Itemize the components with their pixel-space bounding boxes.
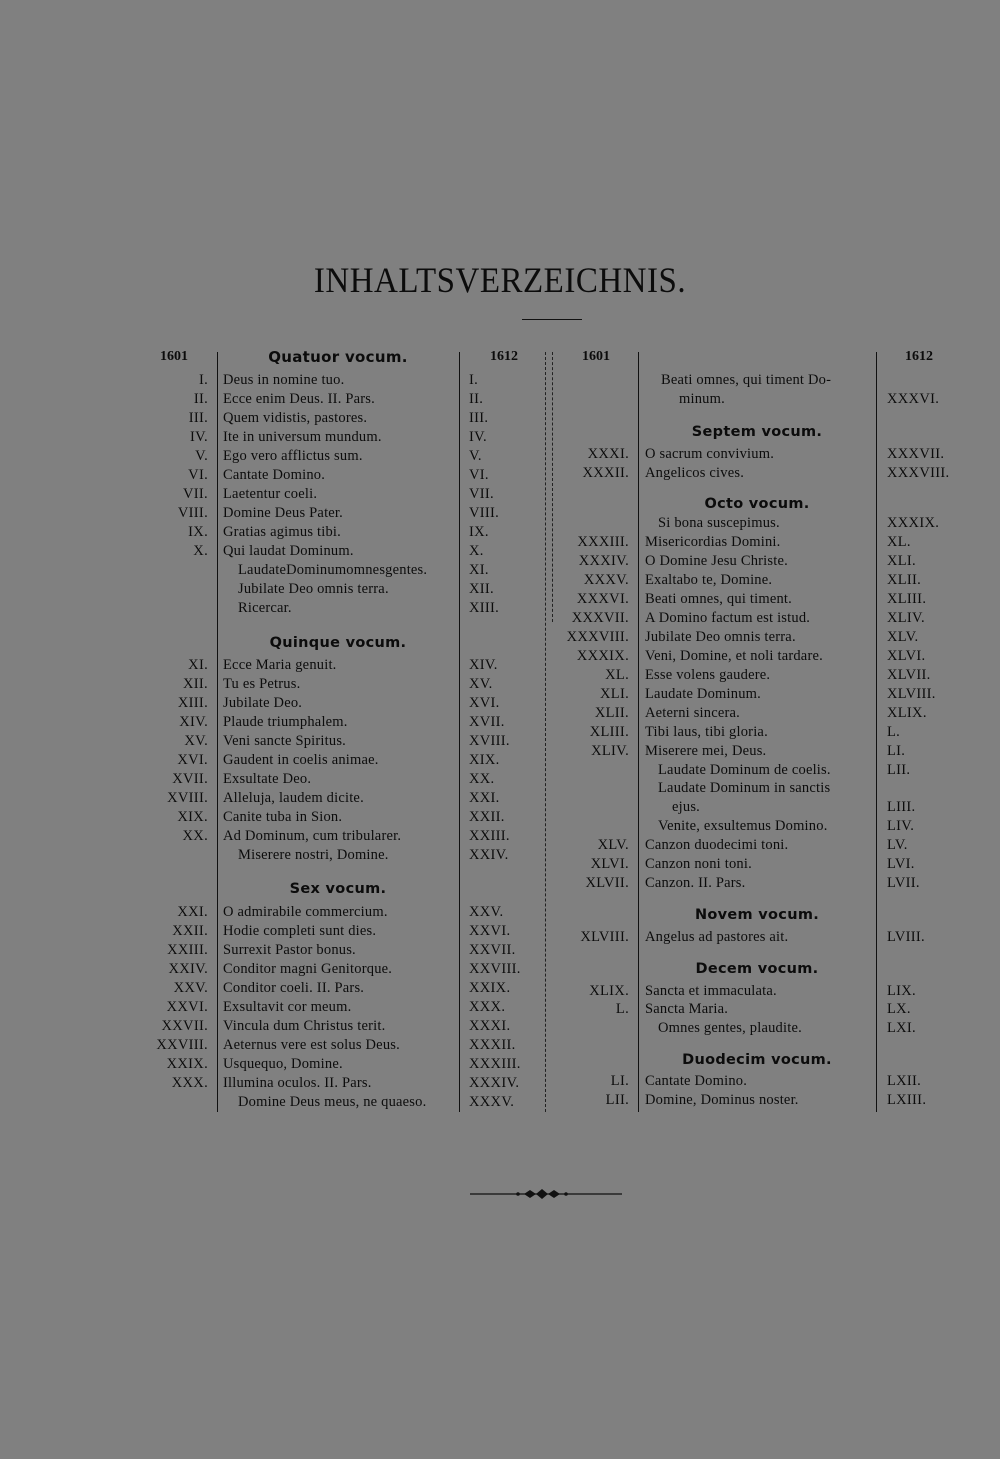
entry-title: Cantate Domino. (645, 1073, 748, 1089)
list-item (0, 390, 1000, 409)
entry-title: Venite, exsultemus Domino. (658, 818, 828, 834)
entry-number-1601: XLIII. (589, 724, 629, 740)
entry-number-1601: XXXVIII. (566, 629, 629, 645)
entry-number-1601: I. (198, 372, 208, 388)
entry-number-1612: XXXII. (469, 1037, 516, 1053)
list-item (0, 647, 1000, 666)
list-item (0, 742, 1000, 761)
list-item (0, 571, 1000, 590)
entry-number-1612: IX. (469, 524, 489, 540)
entry-number-1601: XXI. (177, 904, 208, 920)
entry-number-1612: XXVIII. (469, 961, 521, 977)
list-item (0, 817, 1000, 836)
entry-title: Misericordias Domini. (645, 534, 781, 550)
entry-number-1612: XXIII. (469, 828, 510, 844)
entry-number-1601: X. (193, 543, 208, 559)
entry-number-1612: XLVI. (887, 648, 926, 664)
section-heading-novem: Novem vocum. (694, 907, 820, 923)
entry-title: Aeternus vere est solus Deus. (223, 1037, 400, 1053)
entry-number-1601: L. (615, 1001, 629, 1017)
entry-number-1601: XXVII. (161, 1018, 208, 1034)
entry-title: Canite tuba in Sion. (223, 809, 343, 825)
entry-title: Tibi laus, tibi gloria. (645, 724, 768, 740)
entry-number-1601: XIII. (177, 695, 208, 711)
entry-number-1612: LI. (887, 743, 906, 759)
entry-number-1612: XXVI. (469, 923, 511, 939)
entry-title: Omnes gentes, plaudite. (658, 1020, 802, 1036)
entry-number-1601: XVII. (172, 771, 208, 787)
entry-number-1601: XLVII. (585, 875, 629, 891)
entry-title: Laudate Dominum. (645, 686, 761, 702)
entry-title: Ricercar. (238, 600, 292, 616)
entry-title: A Domino factum est istud. (645, 610, 811, 626)
entry-title: Laetentur coeli. (223, 486, 318, 502)
entry-number-1601: XXVIII. (156, 1037, 208, 1053)
entry-number-1612: LXIII. (887, 1092, 927, 1108)
entry-number-1612: LXII. (887, 1073, 922, 1089)
list-item (0, 1091, 1000, 1110)
entry-number-1612: XVII. (469, 714, 505, 730)
entry-title: Hodie completi sunt dies. (223, 923, 377, 939)
entry-number-1601: XV. (184, 733, 208, 749)
entry-title: Aeterni sincera. (645, 705, 740, 721)
entry-title: Exsultavit cor meum. (223, 999, 352, 1015)
entry-number-1612: XVI. (469, 695, 500, 711)
entry-number-1601: XXIX. (166, 1056, 208, 1072)
list-item (0, 514, 1000, 533)
list-item (0, 855, 1000, 874)
entry-number-1612: XIV. (469, 657, 498, 673)
entry-number-1601: XXII. (172, 923, 208, 939)
entry-number-1612: XXXV. (469, 1094, 515, 1110)
entry-number-1612: II. (469, 391, 484, 407)
entry-number-1612: XI. (469, 562, 489, 578)
entry-number-1612: XVIII. (469, 733, 510, 749)
list-item (0, 552, 1000, 571)
entry-number-1612: XXI. (469, 790, 500, 806)
entry-title: Gratias agimus tibi. (223, 524, 341, 540)
entry-title: ejus. (672, 799, 700, 815)
entry-title: Gaudent in coelis animae. (223, 752, 379, 768)
list-item (0, 590, 1000, 609)
list-item (0, 628, 1000, 647)
section-heading-septem: Septem vocum. (691, 424, 823, 440)
entry-number-1612: LIV. (887, 818, 915, 834)
list-item (0, 533, 1000, 552)
entry-title: Laudate Dominum de coelis. (658, 762, 831, 778)
entry-title: Ad Dominum, cum tribularer. (223, 828, 402, 844)
section-heading-quinque: Quinque vocum. (269, 635, 407, 651)
entry-number-1612: XLIII. (887, 591, 927, 607)
entry-title: Miserere nostri, Domine. (238, 847, 389, 863)
entry-number-1601: XIV. (179, 714, 208, 730)
entry-number-1612: LVI. (887, 856, 915, 872)
entry-title: Ecce Maria genuit. (223, 657, 337, 673)
entry-number-1612: XXV. (469, 904, 504, 920)
list-item (0, 685, 1000, 704)
list-item (0, 928, 1000, 947)
entry-title: Domine Deus Pater. (223, 505, 343, 521)
entry-number-1601: III. (188, 410, 208, 426)
entry-number-1612: III. (469, 410, 489, 426)
entry-number-1601: XLVI. (590, 856, 629, 872)
entry-number-1612: XXX. (469, 999, 506, 1015)
entry-number-1612: VIII. (469, 505, 500, 521)
entry-title: Quem vidistis, pastores. (223, 410, 368, 426)
entry-number-1612: XLVIII. (887, 686, 936, 702)
entry-number-1612: XXXIII. (469, 1056, 521, 1072)
entry-number-1612: XLII. (887, 572, 922, 588)
entry-number-1601: XLII. (594, 705, 629, 721)
entry-number-1612: XLIV. (887, 610, 925, 626)
entry-number-1601: XXXIII. (577, 534, 629, 550)
entry-number-1601: XLIX. (589, 983, 629, 999)
entry-title: O sacrum convivium. (645, 446, 775, 462)
entry-number-1601: IV. (190, 429, 208, 445)
list-item (0, 609, 1000, 628)
entry-number-1612: LIII. (887, 799, 916, 815)
entry-number-1601: XLV. (597, 837, 629, 853)
entry-number-1601: IX. (188, 524, 208, 540)
entry-number-1601: XXXII. (582, 465, 629, 481)
entry-title: Esse volens gaudere. (645, 667, 771, 683)
entry-number-1612: XL. (887, 534, 911, 550)
entry-number-1601: XXXVII. (571, 610, 629, 626)
entry-number-1612: LXI. (887, 1020, 916, 1036)
entry-title: Illumina oculos. II. Pars. (223, 1075, 372, 1091)
list-item (0, 761, 1000, 780)
entry-title: Exsultate Deo. (223, 771, 312, 787)
entry-number-1612: XLVII. (887, 667, 931, 683)
entry-number-1612: V. (469, 448, 482, 464)
entry-number-1601: XLI. (600, 686, 629, 702)
entry-number-1612: IV. (469, 429, 487, 445)
entry-number-1601: XVIII. (167, 790, 208, 806)
entry-number-1612: X. (469, 543, 484, 559)
section-heading-octo: Octo vocum. (704, 496, 810, 512)
entry-number-1601: VIII. (177, 505, 208, 521)
entry-title: O admirabile commercium. (223, 904, 388, 920)
entry-number-1612: XXXVI. (887, 391, 940, 407)
entry-number-1612: LV. (887, 837, 908, 853)
title-rule (522, 319, 582, 320)
entry-number-1612: XX. (469, 771, 495, 787)
entry-title: Deus in nomine tuo. (223, 372, 345, 388)
entry-title: Jubilate Deo omnis terra. (238, 581, 389, 597)
entry-number-1601: VI. (188, 467, 208, 483)
entry-title: Usquequo, Domine. (223, 1056, 343, 1072)
entry-number-1612: XXIX. (469, 980, 511, 996)
entry-number-1601: LII. (605, 1092, 629, 1108)
entry-number-1601: II. (193, 391, 208, 407)
entry-number-1612: VI. (469, 467, 489, 483)
entry-number-1612: XXIV. (469, 847, 509, 863)
list-item (0, 982, 1000, 1001)
section-heading-decem: Decem vocum. (695, 961, 819, 977)
entry-number-1612: L. (887, 724, 901, 740)
ornament-divider-icon (470, 1186, 622, 1202)
entry-title: Laudate Dominum in sanctis (658, 780, 831, 796)
entry-number-1612: XXII. (469, 809, 505, 825)
entry-number-1612: XLIX. (887, 705, 927, 721)
entry-title: Canzon. II. Pars. (645, 875, 746, 891)
entry-number-1601: XI. (188, 657, 208, 673)
entry-number-1612: XXXIV. (469, 1075, 520, 1091)
entry-number-1612: XXXI. (469, 1018, 511, 1034)
entry-title: Ite in universum mundum. (223, 429, 382, 445)
entry-title: O Domine Jesu Christe. (645, 553, 788, 569)
entry-number-1601: XXXIX. (576, 648, 629, 664)
entry-number-1612: LII. (887, 762, 911, 778)
entry-title: LaudateDominumomnesgentes. (238, 562, 428, 578)
entry-number-1601: XII. (183, 676, 208, 692)
section-heading-quatuor: Quatuor vocum. (268, 348, 408, 366)
entry-number-1601: XIX. (177, 809, 208, 825)
entry-title: Beati omnes, qui timent Do- (661, 372, 832, 388)
entry-title: Qui laudat Dominum. (223, 543, 354, 559)
entry-number-1612: LIX. (887, 983, 916, 999)
entry-number-1601: XL. (605, 667, 629, 683)
entry-number-1601: XXXV. (583, 572, 629, 588)
entry-number-1612: XII. (469, 581, 494, 597)
entry-title: Canzon noni toni. (645, 856, 752, 872)
entry-title: Ecce enim Deus. II. Pars. (223, 391, 375, 407)
list-item (0, 666, 1000, 685)
list-item (0, 779, 1000, 798)
entry-number-1612: I. (469, 372, 479, 388)
entry-title: Angelicos cives. (645, 465, 745, 481)
year-header-right-1612: 1612 (905, 349, 933, 364)
entry-number-1601: XXXI. (587, 446, 629, 462)
entry-title: Domine Deus meus, ne quaeso. (238, 1094, 427, 1110)
entry-title: Sancta et immaculata. (645, 983, 777, 999)
entry-number-1612: XXXVIII. (887, 465, 950, 481)
entry-number-1601: XXVI. (166, 999, 208, 1015)
entry-number-1612: XXXVII. (887, 446, 945, 462)
entry-number-1612: VII. (469, 486, 494, 502)
entry-title: Canzon duodecimi toni. (645, 837, 789, 853)
entry-title: Tu es Petrus. (223, 676, 301, 692)
list-item (0, 704, 1000, 723)
entry-title: Exaltabo te, Domine. (645, 572, 773, 588)
entry-number-1612: XLV. (887, 629, 919, 645)
entry-number-1601: XXXVI. (576, 591, 629, 607)
entry-title: Conditor magni Genitorque. (223, 961, 393, 977)
entry-title: Sancta Maria. (645, 1001, 729, 1017)
entry-number-1612: XXXIX. (887, 515, 940, 531)
entry-number-1601: XXIII. (167, 942, 208, 958)
entry-title: Beati omnes, qui timent. (645, 591, 792, 607)
entry-number-1601: XXXIV. (578, 553, 629, 569)
entry-title: minum. (679, 391, 725, 407)
entry-title: Miserere mei, Deus. (645, 743, 767, 759)
list-item (0, 1019, 1000, 1038)
list-item (0, 445, 1000, 464)
entry-title: Plaude triumphalem. (223, 714, 348, 730)
entry-title: Surrexit Pastor bonus. (223, 942, 356, 958)
entry-number-1612: LVII. (887, 875, 920, 891)
year-header-right-1601: 1601 (582, 349, 610, 364)
entry-number-1601: XXV. (173, 980, 208, 996)
list-item (0, 836, 1000, 855)
entry-title: Vincula dum Christus terit. (223, 1018, 386, 1034)
entry-title: Si bona suscepimus. (658, 515, 780, 531)
entry-title: Angelus ad pastores ait. (645, 929, 789, 945)
entry-number-1612: XIII. (469, 600, 500, 616)
page-title: INHALTSVERZEICHNIS. (313, 262, 687, 301)
entry-title: Alleluja, laudem dicite. (223, 790, 364, 806)
year-header-left-1601: 1601 (160, 349, 188, 364)
section-heading-sex: Sex vocum. (289, 881, 387, 897)
entry-number-1601: VII. (183, 486, 208, 502)
entry-number-1601: V. (195, 448, 208, 464)
entry-title: Conditor coeli. II. Pars. (223, 980, 365, 996)
entry-number-1601: XX. (182, 828, 208, 844)
entry-title: Jubilate Deo omnis terra. (645, 629, 796, 645)
entry-number-1601: XLIV. (591, 743, 629, 759)
section-heading-duodecim: Duodecim vocum. (682, 1052, 832, 1068)
list-item (0, 874, 1000, 893)
entry-number-1612: LVIII. (887, 929, 925, 945)
entry-number-1601: LI. (610, 1073, 629, 1089)
entry-number-1612: LX. (887, 1001, 911, 1017)
entry-number-1612: XXVII. (469, 942, 516, 958)
entry-title: Ego vero afflictus sum. (223, 448, 363, 464)
list-item (0, 1000, 1000, 1019)
entry-title: Veni, Domine, et noli tardare. (645, 648, 823, 664)
entry-number-1612: XV. (469, 676, 493, 692)
list-item (0, 464, 1000, 483)
entry-number-1601: XVI. (177, 752, 208, 768)
list-item (0, 723, 1000, 742)
entry-title: Cantate Domino. (223, 467, 326, 483)
year-header-left-1612: 1612 (490, 349, 518, 364)
list-item (0, 798, 1000, 817)
entry-number-1601: XXX. (171, 1075, 208, 1091)
entry-number-1612: XLI. (887, 553, 916, 569)
entry-number-1601: XXIV. (168, 961, 208, 977)
entry-title: Domine, Dominus noster. (645, 1092, 799, 1108)
list-item (0, 371, 1000, 390)
entry-number-1612: XIX. (469, 752, 500, 768)
list-item (0, 1072, 1000, 1091)
entry-title: Veni sancte Spiritus. (223, 733, 347, 749)
entry-number-1601: XLVIII. (580, 929, 629, 945)
entry-title: Jubilate Deo. (223, 695, 303, 711)
